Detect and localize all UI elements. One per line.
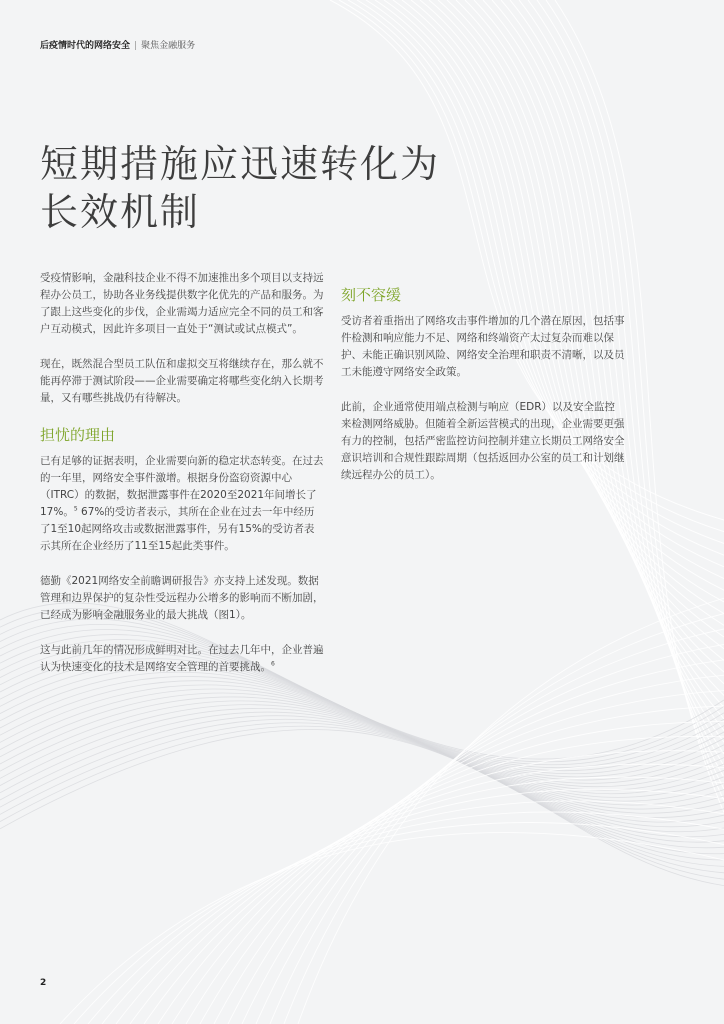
page-number: 2 — [40, 978, 47, 988]
wave-line — [74, 823, 724, 1024]
wave-line — [0, 693, 724, 827]
wave-line — [0, 705, 724, 843]
wave-line — [0, 685, 724, 818]
left-paragraph-4: 德勤《2021网络安全前瞻调研报告》亦支持上述发现。数据管理和边界保护的复杂性受远程办公增多的影响而不断加剧，已经成为影响金融服务业的最大挑战（图1）。 — [40, 575, 324, 621]
section-heading-reasons: 担忧的理由 — [40, 426, 116, 444]
left-paragraph-2: 现在，既然混合型员工队伍和虚拟交互将继续存在，那么就不能再停滞于测试阶段——企业需要确定将哪些变化纳入长期考量，又有哪些挑战仍有待解决。 — [40, 358, 324, 404]
left-paragraph-5-text: 这与此前几年的情况形成鲜明对比。在过去几年中，企业普遍认为快速变化的技术是网络安全管理的首要挑战。 — [40, 644, 324, 673]
left-column — [40, 270, 324, 694]
header-separator: | — [134, 41, 138, 51]
wave-line — [0, 723, 724, 873]
footnote-ref-6[interactable]: 6 — [271, 660, 275, 668]
page-title — [40, 140, 440, 236]
section-heading-urgent: 刻不容缓 — [341, 286, 402, 304]
wave-line — [242, 660, 724, 1024]
header-title: 后疫情时代的网络安全 — [40, 41, 131, 51]
wave-line — [186, 721, 724, 1024]
right-paragraph-1: 受访者着重指出了网络攻击事件增加的几个潜在原因，包括事件检测和响应能力不足、网络和终端资产太过复杂而难以保护、未能正确识别风险、网络安全治理和职责不清晰，以及员工未能遵守网络安全政策。 — [341, 315, 625, 378]
left-paragraph-3-text-b: 67%的受访者表示，其所在企业在过去一年中经历了1至10起网络攻击或数据泄露事件，另有15%的受访者表示其所在企业经历了11至15起此类事件。 — [40, 506, 315, 552]
page-title-line-1: 短期措施应迅速转化为 — [40, 142, 441, 186]
right-paragraph-2: 此前，企业通常使用端点检测与响应（EDR）以及安全监控来检测网络威胁。但随着全新运营模式的出现，企业需要更强有力的控制，包括严密监控访问控制并建立长期员工网络安全意识培训和合规性跟踪周期（包括返回办公室的员工和计划继续远程办公的员工）。 — [341, 401, 625, 481]
wave-line — [88, 812, 724, 1024]
wave-line — [214, 691, 724, 1024]
left-paragraph-1: 受疫情影响，金融科技企业不得不加速推出多个项目以支持远程办公员工，协助各业务线提供数字化优先的产品和服务。为了跟上这些变化的步伐，企业需竭力适应完全不同的员工和客户互动模式，因此许多项目一直处于“测试或试点模式”。 — [40, 272, 324, 335]
wave-line — [60, 833, 724, 1024]
right-column — [341, 285, 625, 502]
header-subtitle: 聚焦金融服务 — [141, 41, 196, 51]
wave-line — [172, 736, 724, 1024]
wave-line — [298, 598, 724, 1024]
footnote-ref-5[interactable]: 5 — [73, 505, 78, 513]
left-paragraph-5 — [40, 642, 324, 676]
left-paragraph-3 — [40, 453, 324, 555]
page-title-line-2: 长效机制 — [40, 190, 201, 234]
wave-line — [130, 777, 724, 1024]
left-paragraph-3-text-a: 已有足够的证据表明，企业需要向新的稳定状态转变。在过去的一年里，网络安全事件激增。根据身份盗窃资源中心（ITRC）的数据，数据泄露事件在2020至2021年间增长了17%。 — [40, 455, 324, 518]
running-header — [40, 40, 195, 52]
